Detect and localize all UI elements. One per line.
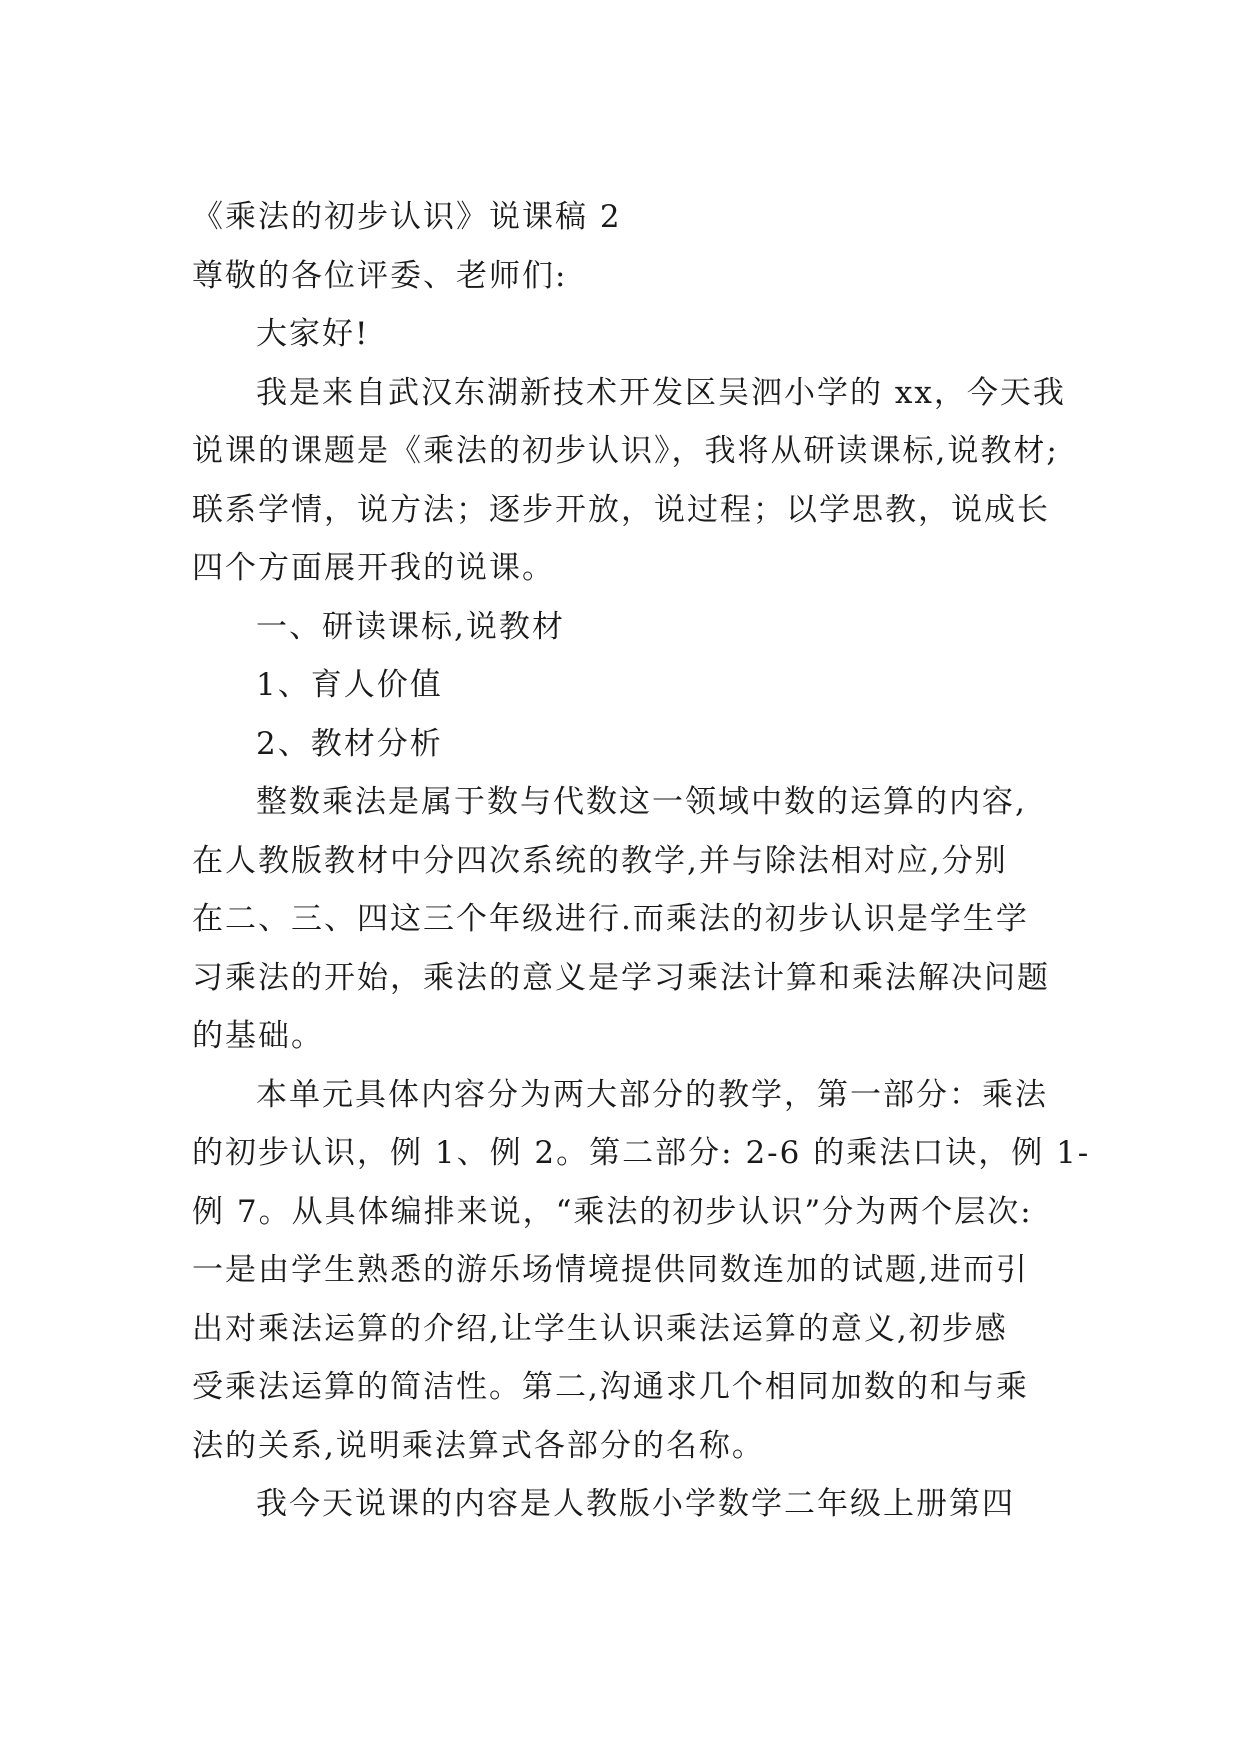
document-body [192, 188, 1091, 1534]
text-line: 尊敬的各位评委、老师们: [192, 257, 568, 294]
text-line: 习乘法的开始，乘法的意义是学习乘法计算和乘法解决问题 [192, 959, 1050, 996]
text-line: 2、教材分析 [256, 725, 443, 762]
text-line: 整数乘法是属于数与代数这一领域中数的运算的内容, [256, 784, 1027, 820]
text-line: 我是来自武汉东湖新技术开发区吴泗小学的 xx，今天我 [256, 374, 1066, 411]
text-line: 出对乘法运算的介绍,让学生认识乘法运算的意义,初步感 [192, 1310, 1008, 1347]
text-line: 在人教版教材中分四次系统的教学,并与除法相对应,分别 [192, 842, 1008, 879]
text-line: 受乘法运算的简洁性。第二,沟通求几个相同加数的和与乘 [192, 1369, 1029, 1405]
text-line: 一是由学生熟悉的游乐场情境提供同数连加的试题,进而引 [192, 1252, 1029, 1288]
text-line: 在二、三、四这三个年级进行.而乘法的初步认识是学生学 [192, 901, 1029, 937]
text-line: 说课的课题是《乘法的初步认识》，我将从研读课标,说教材; [192, 433, 1059, 469]
text-line: 的基础。 [192, 1018, 324, 1054]
text-line: 法的关系,说明乘法算式各部分的名称。 [192, 1427, 765, 1464]
text-line: 我今天说课的内容是人教版小学数学二年级上册第四 [256, 1486, 1015, 1522]
document-title: 《乘法的初步认识》说课稿 2 [192, 199, 622, 235]
text-line: 一、研读课标,说教材 [256, 608, 565, 645]
text-line: 四个方面展开我的说课。 [192, 550, 555, 586]
text-line: 联系学情，说方法；逐步开放，说过程；以学思教，说成长 [192, 491, 1050, 528]
text-line: 本单元具体内容分为两大部分的教学，第一部分：乘法 [256, 1076, 1048, 1113]
text-line: 例 7。从具体编排来说，“乘法的初步认识”分为两个层次: [192, 1193, 1033, 1230]
text-line: 1、育人价值 [256, 667, 443, 703]
paragraph-lines [192, 247, 1091, 1534]
text-line: 大家好! [256, 316, 370, 352]
text-line: 的初步认识，例 1、例 2。第二部分: 2-6 的乘法口诀，例 1- [192, 1135, 1091, 1171]
